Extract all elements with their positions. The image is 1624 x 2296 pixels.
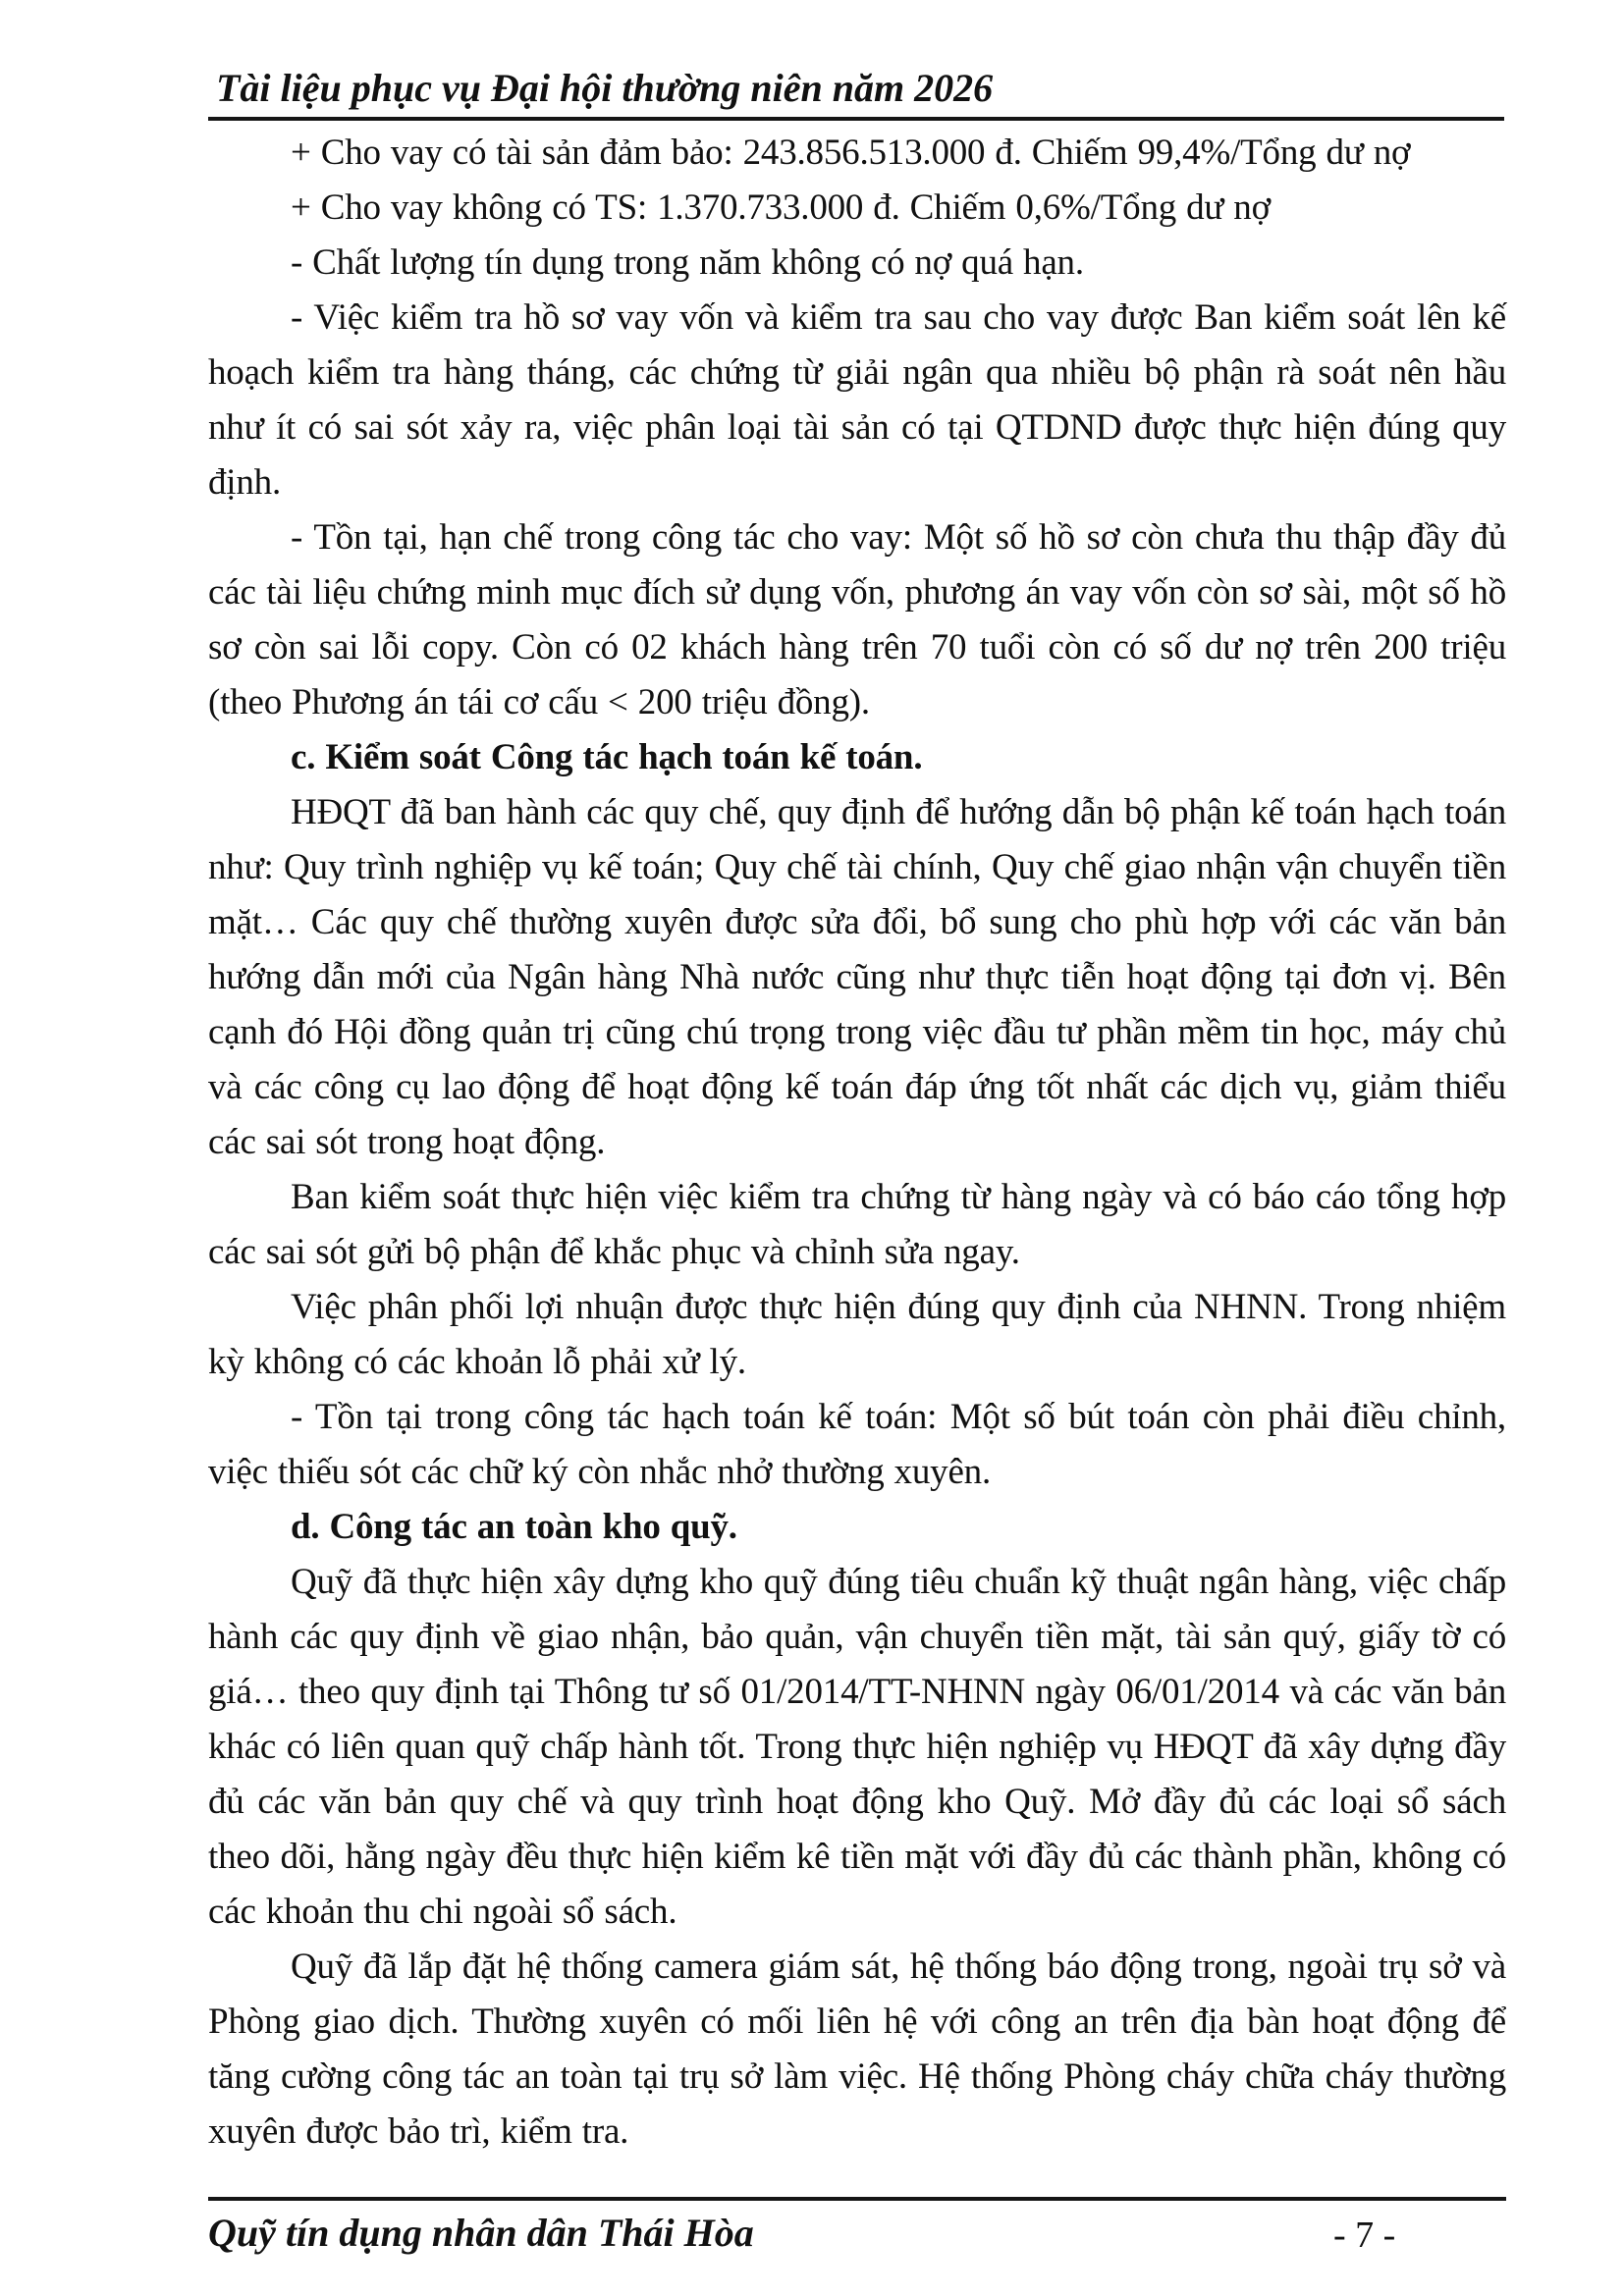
- paragraph: Quỹ đã lắp đặt hệ thống camera giám sát, hệ thống báo động trong, ngoài trụ sở và Phòng giao dịch. Thường xuyên có mối liên hệ với công an trên địa bàn hoạt động để tăng cường công tác an toàn tại trụ sở làm việc. Hệ thống Phòng cháy chữa cháy thường xuyên được bảo trì, kiểm tra.: [208, 1947, 1506, 2152]
- document-body: [208, 126, 1506, 2160]
- list-item: + Cho vay có tài sản đảm bảo: 243.856.513.000 đ. Chiếm 99,4%/Tổng dư nợ: [291, 133, 1411, 173]
- paragraph: Ban kiểm soát thực hiện việc kiểm tra chứng từ hàng ngày và có báo cáo tổng hợp các sai sót gửi bộ phận để khắc phục và chỉnh sửa ngay.: [208, 1177, 1506, 1272]
- list-item: - Chất lượng tín dụng trong năm không có nợ quá hạn.: [291, 242, 1084, 283]
- paragraph: HĐQT đã ban hành các quy chế, quy định để hướng dẫn bộ phận kế toán hạch toán như: Quy trình nghiệp vụ kế toán; Quy chế tài chính, Quy chế giao nhận vận chuyển tiền mặt… Các quy chế thường xuyên được sửa đổi, bổ sung cho phù hợp với các văn bản hướng dẫn mới của Ngân hàng Nhà nước cũng như thực tiễn hoạt động tại đơn vị. Bên cạnh đó Hội đồng quản trị cũng chú trọng trong việc đầu tư phần mềm tin học, máy chủ và các công cụ lao động để hoạt động kế toán đáp ứng tốt nhất các dịch vụ, giảm thiểu các sai sót trong hoạt động.: [208, 792, 1506, 1162]
- paragraph: - Tồn tại, hạn chế trong công tác cho vay: Một số hồ sơ còn chưa thu thập đầy đủ các tài liệu chứng minh mục đích sử dụng vốn, phương án vay vốn còn sơ sài, một số hồ sơ còn sai lỗi copy. Còn có 02 khách hàng trên 70 tuổi còn có số dư nợ trên 200 triệu (theo Phương án tái cơ cấu < 200 triệu đồng).: [208, 517, 1506, 722]
- page-header-title: Tài liệu phục vụ Đại hội thường niên năm 2026: [216, 66, 994, 110]
- footer-organization: Quỹ tín dụng nhân dân Thái Hòa: [208, 2211, 754, 2255]
- list-item: + Cho vay không có TS: 1.370.733.000 đ. Chiếm 0,6%/Tổng dư nợ: [291, 187, 1271, 228]
- section-heading: c. Kiểm soát Công tác hạch toán kế toán.: [291, 737, 923, 777]
- footer-page-number: - 7 -: [1333, 2215, 1396, 2256]
- paragraph: Việc phân phối lợi nhuận được thực hiện đúng quy định của NHNN. Trong nhiệm kỳ không có các khoản lỗ phải xử lý.: [208, 1287, 1506, 1382]
- page-header: [208, 67, 1504, 121]
- page-footer: [208, 2197, 1506, 2256]
- paragraph: Quỹ đã thực hiện xây dựng kho quỹ đúng tiêu chuẩn kỹ thuật ngân hàng, việc chấp hành các quy định về giao nhận, bảo quản, vận chuyển tiền mặt, tài sản quý, giấy tờ có giá… theo quy định tại Thông tư số 01/2014/TT-NHNN ngày 06/01/2014 và các văn bản khác có liên quan quỹ chấp hành tốt. Trong thực hiện nghiệp vụ HĐQT đã xây dựng đầy đủ các văn bản quy chế và quy trình hoạt động kho Quỹ. Mở đầy đủ các loại sổ sách theo dõi, hằng ngày đều thực hiện kiểm kê tiền mặt với đầy đủ các thành phần, không có các khoản thu chi ngoài sổ sách.: [208, 1562, 1506, 1932]
- section-heading: d. Công tác an toàn kho quỹ.: [291, 1507, 737, 1547]
- paragraph: - Việc kiểm tra hồ sơ vay vốn và kiểm tra sau cho vay được Ban kiểm soát lên kế hoạch kiểm tra hàng tháng, các chứng từ giải ngân qua nhiều bộ phận rà soát nên hầu như ít có sai sót xảy ra, việc phân loại tài sản có tại QTDND được thực hiện đúng quy định.: [208, 297, 1506, 503]
- paragraph: - Tồn tại trong công tác hạch toán kế toán: Một số bút toán còn phải điều chỉnh, việc thiếu sót các chữ ký còn nhắc nhở thường xuyên.: [208, 1397, 1506, 1492]
